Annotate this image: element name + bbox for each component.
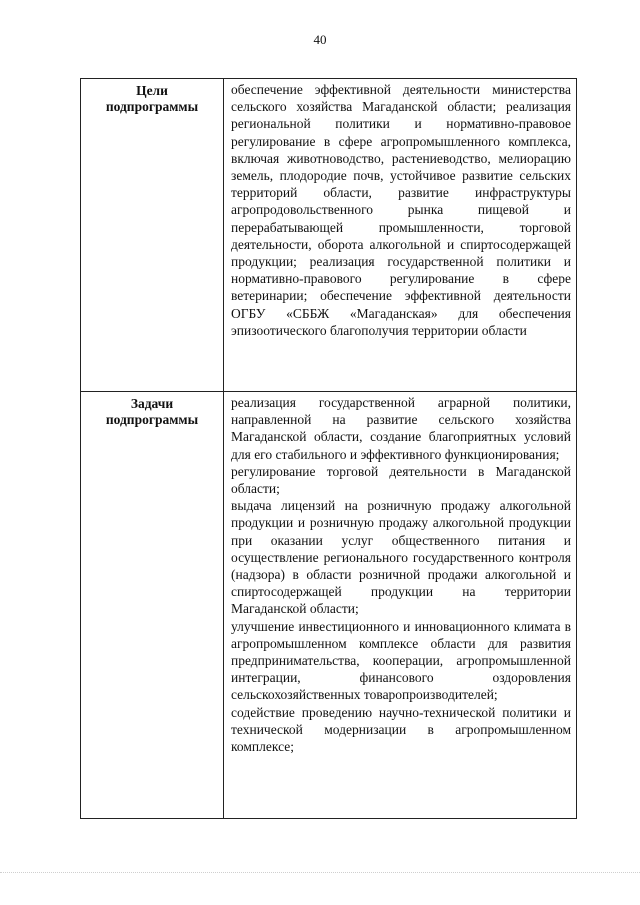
goals-content-cell	[224, 79, 577, 392]
scan-bottom-line	[0, 872, 640, 873]
goals-paragraph: обеспечение эффективной деятельности министерства сельского хозяйства Магаданской области; реализация региональной политики и нормативно-правовое регулирование в сфере агропромышленного комплекса, включая животноводство, растениеводство, мелиорацию земель, плодородие почв, устойчивое развитие сельских территорий области, развитие инфраструктуры агропродовольственного рынка пищевой и перерабатывающей промышленности, торговой деятельности, оборота алкогольной и спиртосодержащей продукции; реализация государственной политики и нормативно-правового регулирование в сфере ветеринарии; обеспечение эффективной деятельности ОГБУ «СББЖ «Магаданская» для обеспечения эпизоотического благополучия территории области	[231, 82, 571, 338]
tasks-paragraph-4: улучшение инвестиционного и инновационного климата в агропромышленном комплексе области для развития предпринимательства, кооперации, агропромышленной интеграции, финансового оздоровления сельскохозяйственных товаропроизводителей;	[231, 618, 571, 703]
tasks-label-cell	[81, 392, 224, 819]
tasks-content-cell	[224, 392, 577, 819]
tasks-label-line1: Задачи	[130, 396, 174, 411]
tasks-paragraph-2: регулирование торговой деятельности в Магаданской области;	[231, 463, 571, 497]
goals-label-line1: Цели	[136, 83, 168, 98]
goals-label-cell	[81, 79, 224, 392]
tasks-paragraph-5: содействие проведению научно-технической политики и технической модернизации в агропромышленном комплексе;	[231, 704, 571, 755]
subprogram-table	[80, 78, 577, 819]
tasks-label-line2: подпрограммы	[105, 412, 199, 427]
page-number: 40	[313, 32, 327, 47]
tasks-paragraph-1: реализация государственной аграрной политики, направленной на развитие сельского хозяйства Магаданской области, создание благоприятных условий для его стабильного и эффективного функционирования;	[231, 395, 571, 462]
table-row-tasks	[81, 392, 577, 819]
tasks-paragraph-3: выдача лицензий на розничную продажу алкогольной продукции и розничную продажу алкогольной продукции при оказании услуг общественного питания и осуществление регионального государственного контроля (надзора) в области розничной продажи алкогольной и спиртосодержащей продукции на территории Магаданской области;	[231, 498, 571, 617]
goals-label-line2: подпрограммы	[105, 99, 199, 114]
table-row-goals	[81, 79, 577, 392]
